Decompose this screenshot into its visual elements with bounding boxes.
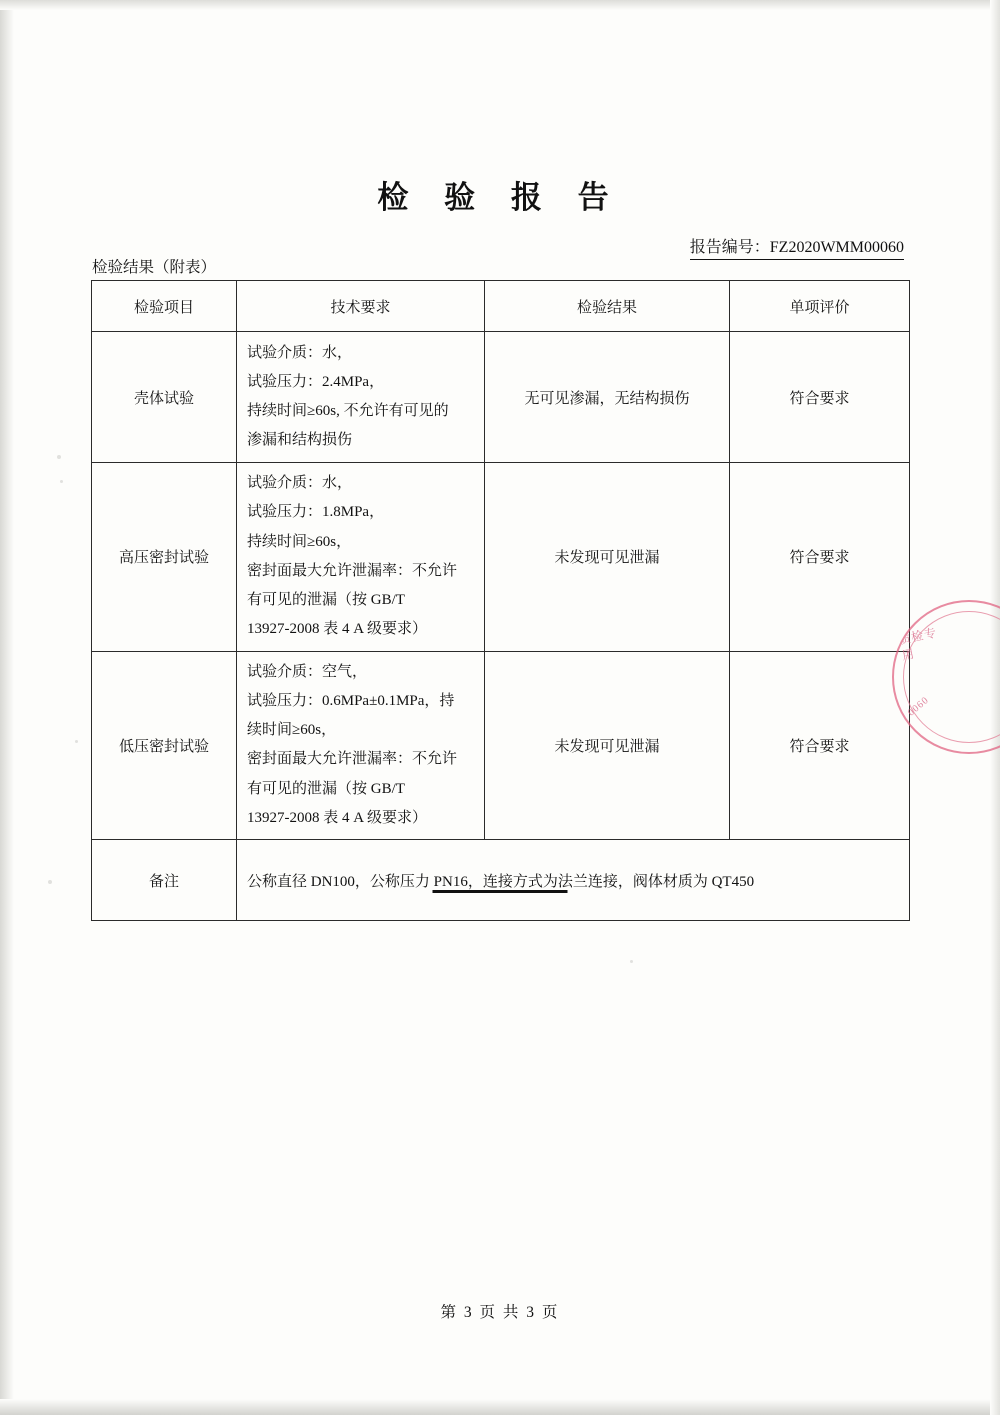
requirement-line: 试验介质：水， [247, 475, 353, 491]
report-number-label: 报告编号： [689, 239, 770, 256]
row-requirement [237, 332, 485, 463]
requirement-line: 密封面最大允许泄漏率：不允许 [247, 751, 458, 768]
scan-speck [60, 480, 63, 483]
row-item: 壳体试验 [92, 332, 237, 463]
inspection-results-table [91, 280, 910, 921]
table-row [92, 463, 910, 652]
row-evaluation: 符合要求 [730, 332, 910, 463]
remark-label: 备注 [92, 840, 237, 921]
row-item: 高压密封试验 [92, 463, 237, 652]
requirement-line: 13927-2008 表 4 A 级要求） [247, 809, 428, 826]
table-row [92, 651, 910, 840]
scan-speck [57, 455, 61, 459]
stamp-text-primary: 质检专用 [897, 625, 939, 664]
report-number-value: FZ2020WMM00060 [769, 239, 904, 256]
requirement-line: 密封面最大允许泄漏率：不允许 [247, 562, 458, 579]
table-header-item: 检验项目 [92, 281, 237, 332]
report-number [690, 234, 904, 260]
table-header-row [92, 281, 910, 332]
table-remark-row [92, 840, 910, 921]
stamp-text-secondary: 0060 [905, 694, 932, 719]
section-label: 检验结果（附表） [92, 259, 217, 276]
table-header-evaluation: 单项评价 [730, 281, 910, 332]
requirement-line: 试验压力：2.4MPa， [247, 373, 385, 390]
requirement-line: 续时间≥60s， [247, 722, 337, 738]
scan-speck [75, 740, 78, 743]
requirement-line: 试验介质：空气， [247, 663, 368, 680]
page-footer: 第 3 页 共 3 页 [440, 1304, 560, 1321]
requirement-line: 有可见的泄漏（按 GB/T [247, 592, 405, 608]
requirement-line: 持续时间≥60s, 不允许有可见的 [247, 403, 449, 419]
row-result: 未发现可见泄漏 [485, 463, 730, 652]
table-header-result: 检验结果 [485, 281, 730, 332]
row-requirement [237, 463, 485, 652]
requirement-line: 持续时间≥60s， [247, 533, 352, 550]
table-row [92, 332, 910, 463]
remark-text: 公称直径 DN100，公称压力 PN16，连接方式为法兰连接，阀体材质为 QT450 [237, 840, 910, 921]
row-requirement [237, 651, 485, 840]
row-item: 低压密封试验 [92, 651, 237, 840]
scan-edge-bottom [0, 1399, 1000, 1415]
requirement-line: 渗漏和结构损伤 [247, 432, 353, 449]
requirement-line: 试验介质：水， [247, 344, 353, 361]
scan-edge-top [0, 0, 1000, 10]
requirement-line: 13927-2008 表 4 A 级要求） [247, 621, 428, 638]
scan-speck [630, 960, 633, 963]
requirement-line: 有可见的泄漏（按 GB/T [247, 780, 405, 797]
row-evaluation: 符合要求 [730, 463, 910, 652]
row-evaluation: 符合要求 [730, 651, 910, 840]
row-result: 未发现可见泄漏 [485, 651, 730, 840]
requirement-line: 试验压力：0.6MPa±0.1MPa，持 [247, 692, 455, 709]
page-title: 检 验 报 告 [377, 180, 623, 215]
end-of-report-rule [433, 890, 568, 893]
scan-speck [48, 880, 52, 884]
row-result: 无可见渗漏，无结构损伤 [485, 332, 730, 463]
requirement-line: 试验压力：1.8MPa， [247, 504, 385, 521]
table-header-requirement: 技术要求 [237, 281, 485, 332]
